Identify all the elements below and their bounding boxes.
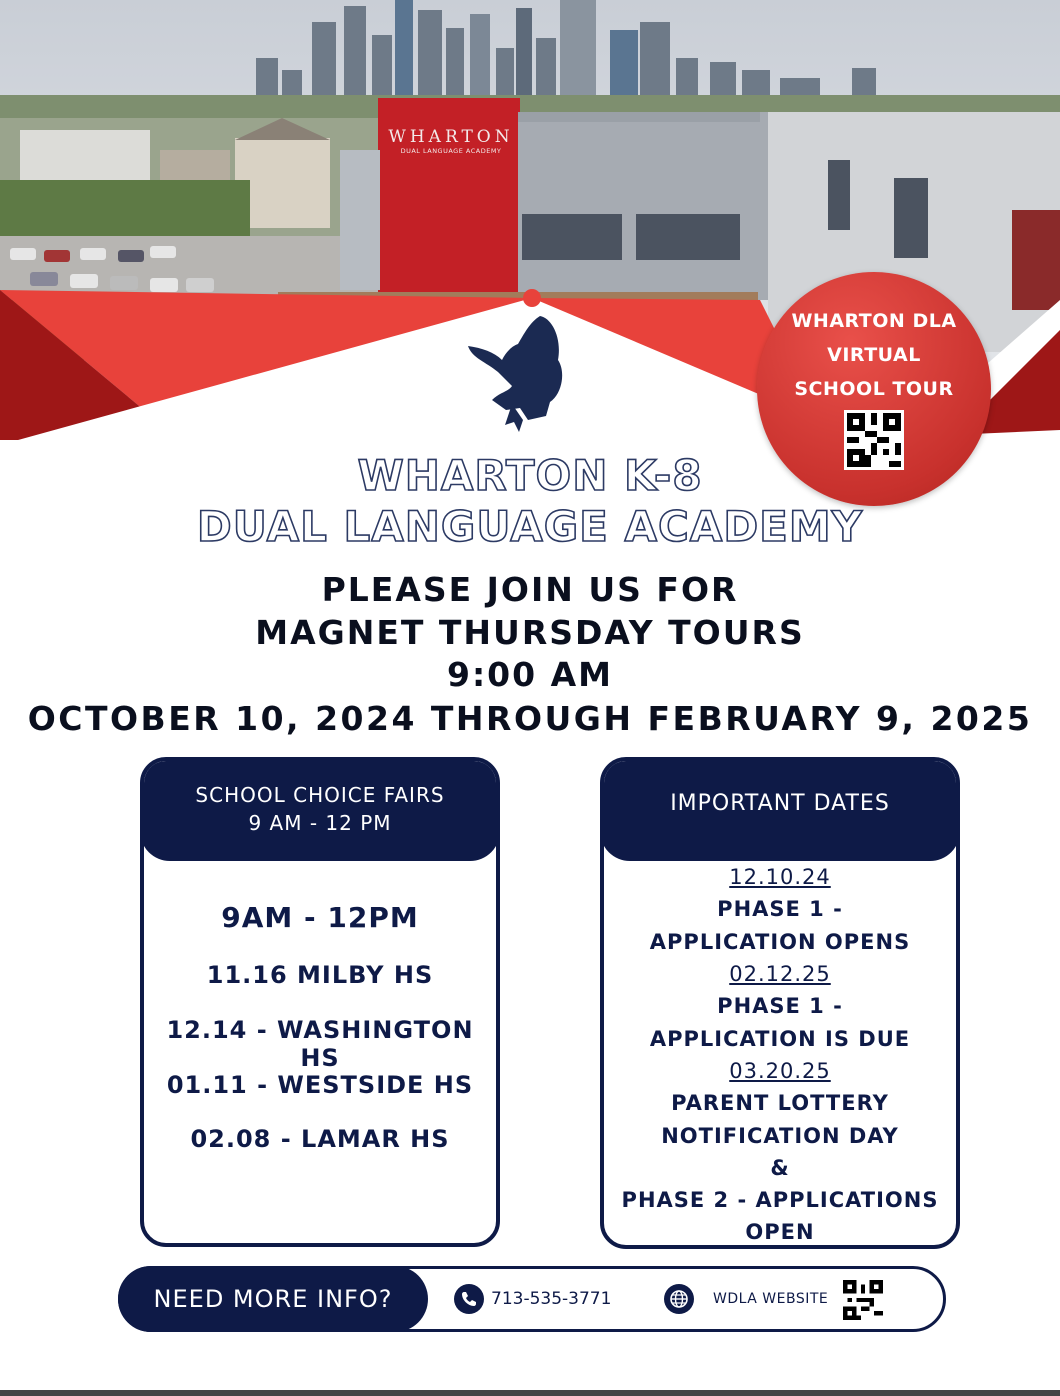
building-sign-line2: DUAL LANGUAGE ACADEMY (400, 147, 502, 155)
date-entry: 12.10.24 (729, 865, 831, 889)
date-entry: PHASE 1 - (717, 994, 843, 1018)
important-dates-box (600, 757, 960, 1249)
fairs-header-title: SCHOOL CHOICE FAIRS (195, 783, 445, 807)
school-title-line1: WHARTON K-8 (357, 451, 703, 500)
announcement-time: 9:00 AM (447, 655, 613, 694)
fair-item: 11.16 MILBY HS (206, 961, 434, 989)
date-entry: 02.12.25 (729, 962, 831, 986)
date-entry: NOTIFICATION DAY (661, 1124, 899, 1148)
date-entry: PHASE 2 - APPLICATIONS (621, 1188, 939, 1212)
tour-badge-line1: WHARTON DLA (791, 310, 957, 332)
date-entry: PHASE 1 - (717, 897, 843, 921)
school-title-line2: DUAL LANGUAGE ACADEMY (196, 502, 864, 551)
date-entry: PARENT LOTTERY (671, 1091, 889, 1115)
fair-item: 12.14 - WASHINGTON HS (166, 1016, 474, 1072)
tour-badge-line3: SCHOOL TOUR (794, 378, 954, 400)
date-entry: & (770, 1156, 790, 1180)
date-entry: APPLICATION IS DUE (649, 1027, 911, 1051)
contact-info-bar (118, 1266, 946, 1332)
tour-badge-line2: VIRTUAL (827, 344, 921, 366)
announcement-date-range: OCTOBER 10, 2024 THROUGH FEBRUARY 9, 2025 (27, 699, 1033, 738)
fairs-time: 9AM - 12PM (221, 901, 419, 934)
qr-code-icon[interactable] (843, 1280, 883, 1320)
date-entry: OPEN (745, 1220, 815, 1244)
announcement-line1: PLEASE JOIN US FOR (321, 570, 739, 609)
building-sign-line1: WHARTON (388, 127, 514, 147)
phone-number[interactable]: 713-535-3771 (491, 1289, 612, 1309)
fairs-header-time: 9 AM - 12 PM (248, 811, 392, 835)
phone-icon[interactable] (454, 1284, 484, 1314)
globe-icon[interactable] (664, 1284, 694, 1314)
date-entry: 03.20.25 (729, 1059, 831, 1083)
fair-item: 01.11 - WESTSIDE HS (166, 1071, 474, 1099)
bottom-divider (0, 1390, 1060, 1396)
website-link[interactable]: WDLA WEBSITE (713, 1291, 829, 1307)
school-choice-fairs-box (140, 757, 500, 1247)
announcement-line2: MAGNET THURSDAY TOURS (255, 613, 805, 652)
fairs-header (140, 757, 500, 861)
date-entry: APPLICATION OPENS (649, 930, 911, 954)
need-more-info-label: NEED MORE INFO? (118, 1266, 428, 1332)
fair-item: 02.08 - LAMAR HS (190, 1125, 450, 1153)
dates-header: IMPORTANT DATES (600, 757, 960, 861)
building-sign (384, 127, 518, 155)
